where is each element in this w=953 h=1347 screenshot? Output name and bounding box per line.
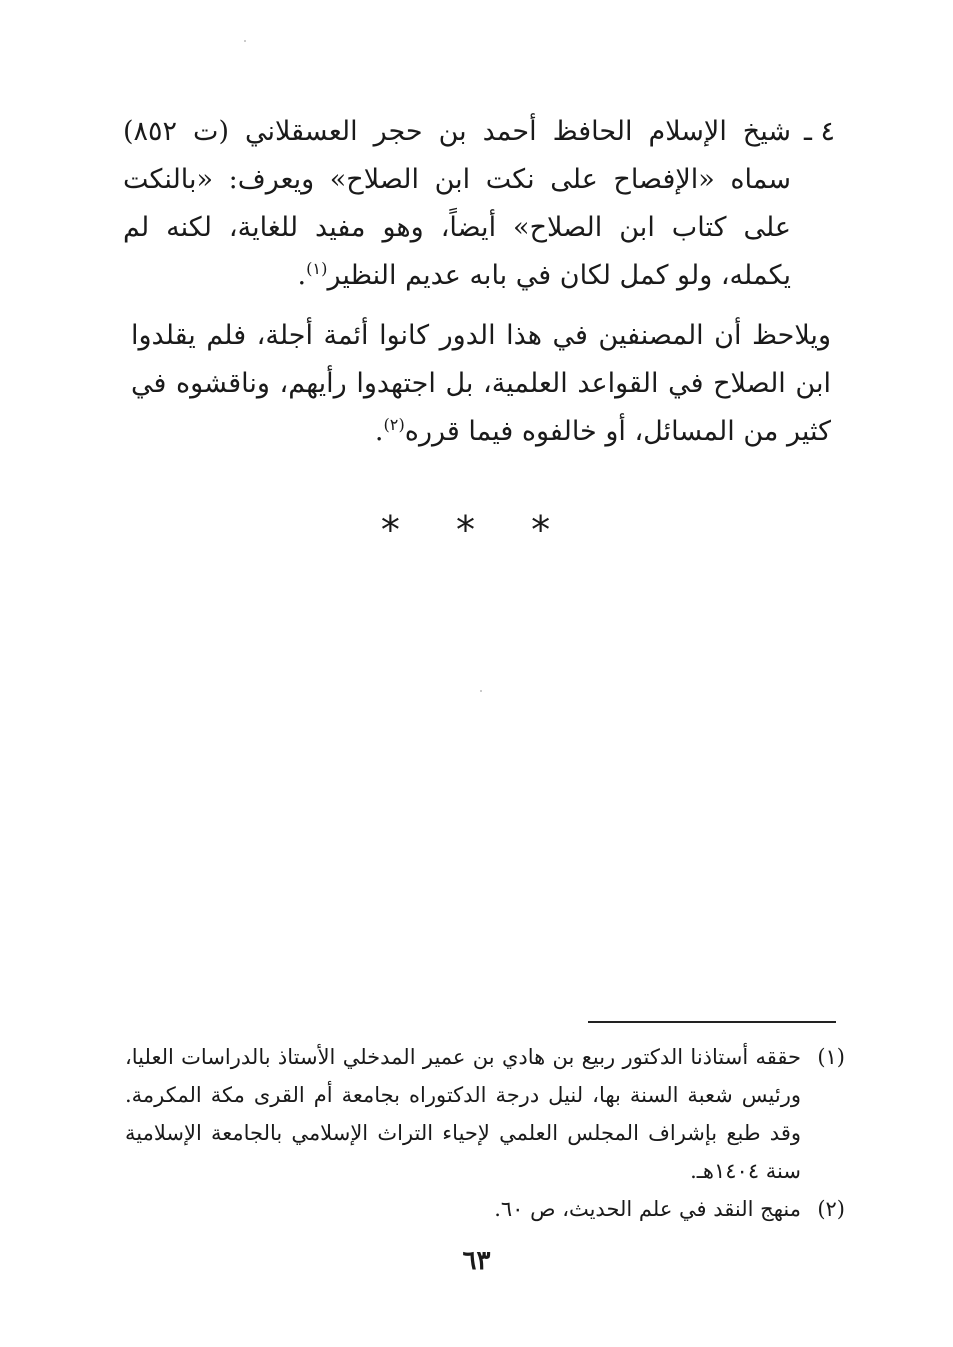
footnote-mark: (١) [817,1045,845,1069]
item-text-end: . [297,260,307,291]
footnote-ref-2[interactable]: (٢) [383,415,405,434]
footnote-2 [125,1190,845,1228]
scan-speck [244,40,246,42]
footnote-divider [588,1021,836,1023]
body-paragraph [131,312,831,456]
paragraph-text-main: ويلاحظ أن المصنفين في هذا الدور كانوا أئمة أجلة، فلم يقلدوا ابن الصلاح في القواعد العلمية، بل اجتهدوا رأيهم، وناقشوه في كثير من المسائل، أو خالفوه فيما قرره [131,320,831,447]
scan-speck [480,690,482,692]
numbered-item-4 [123,108,835,300]
footnote-ref-1[interactable]: (١) [306,259,328,278]
item-number: ٤ ـ [803,116,835,147]
footnote-text: حققه أستاذنا الدكتور ربيع بن هادي بن عمير المدخلي الأستاذ بالدراسات العليا، ورئيس شعبة السنة بها، لنيل درجة الدكتوراه بجامعة أم القرى مكة المكرمة. وقد طبع بإشراف المجلس العلمي لإحياء التراث الإسلامي بالجامعة الإسلامية سنة ١٤٠٤هـ. [125,1045,801,1183]
footnote-text: منهج النقد في علم الحديث، ص ٦٠. [494,1197,801,1221]
item-text [123,108,791,300]
footnote-mark: (٢) [817,1197,845,1221]
footnote-1 [125,1038,845,1190]
section-separator: * * * [380,508,573,552]
item-text-main: شيخ الإسلام الحافظ أحمد بن حجر العسقلاني (ت ٨٥٢) سماه «الإفصاح على نكت ابن الصلاح» ويعرف: «بالنكت على كتاب ابن الصلاح» أيضاً، وهو مفيد للغاية، لكنه لم يكمله، ولو كمل لكان في بابه عديم النظير [123,116,791,291]
footnotes [125,1038,845,1228]
paragraph-text-end: . [374,416,384,447]
page-number: ٦٣ [462,1246,491,1276]
